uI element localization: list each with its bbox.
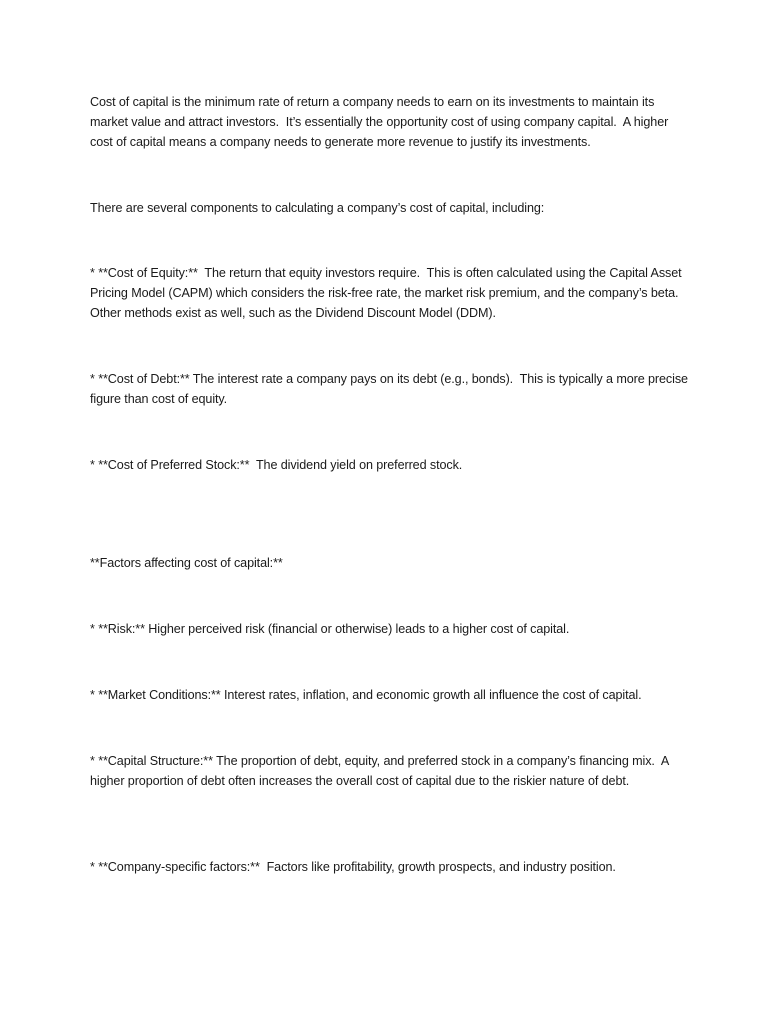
paragraph-cost-of-capital-definition: Cost of capital is the minimum rate of return a company needs to earn on its investments to maintain its market value and attract investors. It’s essentially the opportunity cost of using company capital. A higher cost of capital means a company needs to generate more revenue to justify its investments. — [90, 95, 672, 149]
paragraph-cost-of-equity: * **Cost of Equity:** The return that equity investors require. This is often calculated using the Capital Asset Pricing Model (CAPM) which considers the risk-free rate, the market risk premium, and the company’s beta. Other methods exist as well, such as the Dividend Discount Model (DDM). — [90, 266, 686, 320]
paragraph-capital-structure: * **Capital Structure:** The proportion of debt, equity, and preferred stock in a company’s financing mix. A higher proportion of debt often increases the overall cost of capital due to the riskier nature of debt. — [90, 754, 672, 788]
paragraph-risk: * **Risk:** Higher perceived risk (financial or otherwise) leads to a higher cost of capital. — [90, 622, 570, 636]
paragraph-cost-of-debt: * **Cost of Debt:** The interest rate a company pays on its debt (e.g., bonds). This is typically a more precise figure than cost of equity. — [90, 372, 692, 406]
paragraph-market-conditions: * **Market Conditions:** Interest rates, inflation, and economic growth all influence the cost of capital. — [90, 688, 642, 702]
paragraph-factors-heading: **Factors affecting cost of capital:** — [90, 556, 283, 570]
paragraph-components-intro: There are several components to calculating a company’s cost of capital, including: — [90, 201, 545, 215]
paragraph-cost-of-preferred-stock: * **Cost of Preferred Stock:** The dividend yield on preferred stock. — [90, 458, 463, 472]
paragraph-company-specific-factors: * **Company-specific factors:** Factors like profitability, growth prospects, and industry position. — [90, 860, 616, 874]
